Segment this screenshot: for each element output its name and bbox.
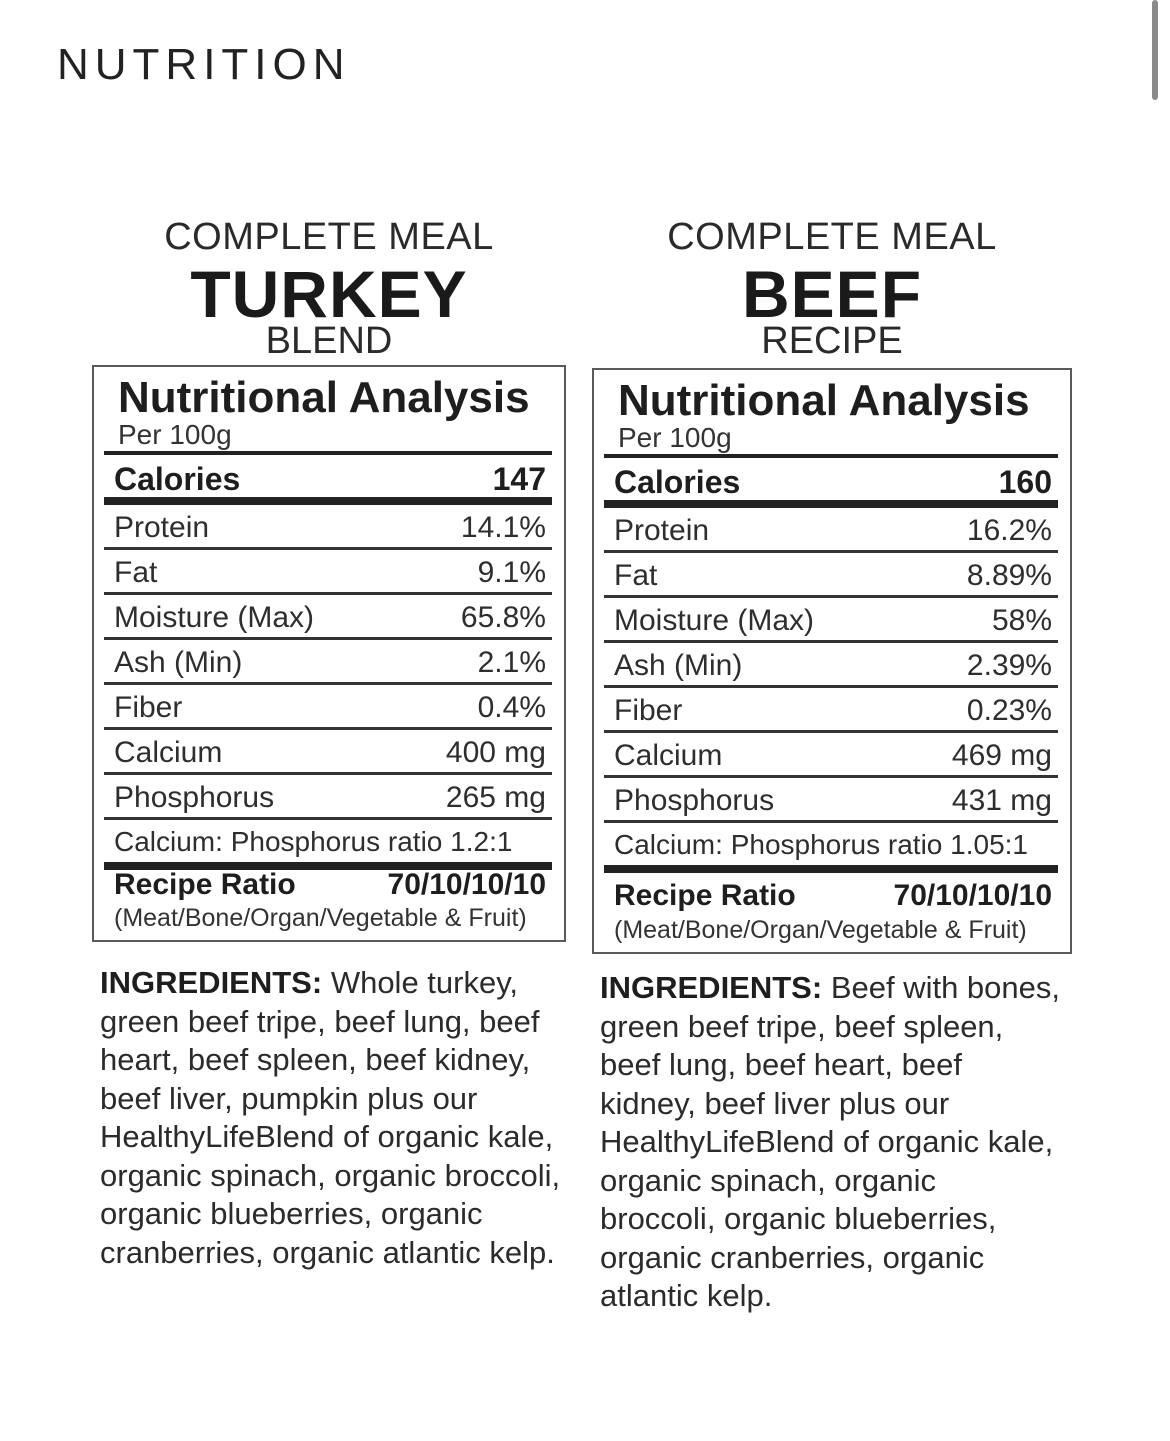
nutrient-label: Fat (114, 556, 158, 589)
nutrient-value: 265 mg (445, 781, 546, 814)
product-name: BEEF (741, 257, 923, 331)
ingredients-list: Beef with bones, green beef tripe, beef spleen, beef lung, beef heart, beef kidney, beef liver plus our HealthyLifeBlend of organic kale, organic spinach, organic broccoli, organic blueberries, organic cranberries, organic atlantic kelp. (600, 970, 1061, 1313)
nutrient-value: 147 (492, 461, 546, 497)
analysis-subtitle: Per 100g (118, 419, 232, 450)
nutrient-row-calories (104, 455, 552, 505)
nutrient-row-fiber (104, 685, 552, 730)
nutrient-label: Ash (Min) (114, 646, 243, 679)
calcium-phosphorus-ratio (604, 823, 1058, 873)
nutrient-value: 9.1% (477, 556, 546, 589)
nutrient-row-fat (604, 553, 1058, 598)
nutrient-label: Ash (Min) (614, 649, 743, 682)
recipe-ratio-label: Recipe Ratio (614, 879, 796, 912)
product-heading-line3: RECIPE (761, 320, 903, 362)
ingredients-list: Whole turkey, green beef tripe, beef lung, beef heart, beef spleen, beef kidney, beef liver, pumpkin plus our HealthyLifeBlend of organic kale, organic spinach, organic broccoli, organic blueberries, organic cranberries, organic atlantic kelp. (100, 965, 561, 1270)
nutrient-value: 0.4% (477, 691, 546, 724)
nutrient-value: 400 mg (445, 736, 546, 769)
nutrient-label: Calories (614, 464, 741, 500)
nutrient-label: Fiber (614, 694, 683, 727)
nutrient-label: Protein (114, 511, 210, 544)
page-title: NUTRITION (57, 40, 351, 89)
nutrient-value: 160 (998, 464, 1052, 500)
nutrient-row-protein (604, 508, 1058, 553)
nutrient-row-ash (104, 640, 552, 685)
nutrient-value: 14.1% (460, 511, 546, 544)
nutrient-row-fiber (604, 688, 1058, 733)
nutrition-panel (92, 365, 566, 942)
product-name: TURKEY (190, 257, 468, 331)
nutrient-row-calories (604, 458, 1058, 508)
nutrient-label: Moisture (Max) (114, 601, 315, 634)
nutrient-value: 2.1% (477, 646, 546, 679)
nutrient-label: Calories (114, 461, 241, 497)
ratio-text: Calcium: Phosphorus ratio 1.05:1 (614, 829, 1028, 860)
nutrient-label: Phosphorus (114, 781, 275, 814)
nutrient-row-phosphorus (104, 775, 552, 820)
ingredients-text (100, 964, 570, 1272)
recipe-ratio (114, 868, 546, 902)
nutrient-row-protein (104, 505, 552, 550)
nutrient-label: Fat (614, 559, 658, 592)
product-heading-line1: COMPLETE MEAL (164, 216, 494, 258)
nutrient-value: 8.89% (966, 559, 1052, 592)
nutrient-value: 0.23% (966, 694, 1052, 727)
nutrient-label: Protein (614, 514, 710, 547)
ratio-text: Calcium: Phosphorus ratio 1.2:1 (114, 826, 513, 857)
recipe-ratio-note: (Meat/Bone/Organ/Vegetable & Fruit) (114, 904, 527, 932)
nutrient-label: Moisture (Max) (614, 604, 815, 637)
ingredients-label: INGREDIENTS: (100, 965, 323, 1000)
nutrient-row-moisture (104, 595, 552, 640)
recipe-ratio-value: 70/10/10/10 (893, 879, 1052, 912)
recipe-ratio-value: 70/10/10/10 (387, 868, 546, 901)
nutrition-panel (592, 368, 1072, 954)
ingredients-label: INGREDIENTS: (600, 970, 823, 1005)
nutrient-value: 16.2% (966, 514, 1052, 547)
nutrient-label: Calcium (614, 739, 723, 772)
nutrient-row-phosphorus (604, 778, 1058, 823)
nutrient-row-ash (604, 643, 1058, 688)
ingredients-text (600, 969, 1060, 1316)
nutrient-value: 65.8% (460, 601, 546, 634)
nutrient-label: Phosphorus (614, 784, 775, 817)
nutrient-label: Fiber (114, 691, 183, 724)
calcium-phosphorus-ratio (104, 820, 552, 870)
nutrient-value: 58% (991, 604, 1052, 637)
recipe-ratio-label: Recipe Ratio (114, 868, 296, 901)
recipe-ratio-note: (Meat/Bone/Organ/Vegetable & Fruit) (614, 916, 1027, 944)
product-heading-line1: COMPLETE MEAL (667, 216, 997, 258)
nutrient-label: Calcium (114, 736, 223, 769)
nutrient-value: 2.39% (966, 649, 1052, 682)
analysis-title: Nutritional Analysis (618, 376, 1030, 425)
nutrient-value: 469 mg (951, 739, 1052, 772)
nutrient-row-moisture (604, 598, 1058, 643)
recipe-ratio (614, 879, 1052, 913)
nutrient-row-calcium (604, 733, 1058, 778)
scrollbar[interactable] (1152, 0, 1158, 100)
analysis-title: Nutritional Analysis (118, 373, 530, 422)
nutrient-value: 431 mg (951, 784, 1052, 817)
nutrient-row-fat (104, 550, 552, 595)
analysis-subtitle: Per 100g (618, 422, 732, 453)
product-heading-line3: BLEND (265, 320, 393, 362)
nutrient-row-calcium (104, 730, 552, 775)
